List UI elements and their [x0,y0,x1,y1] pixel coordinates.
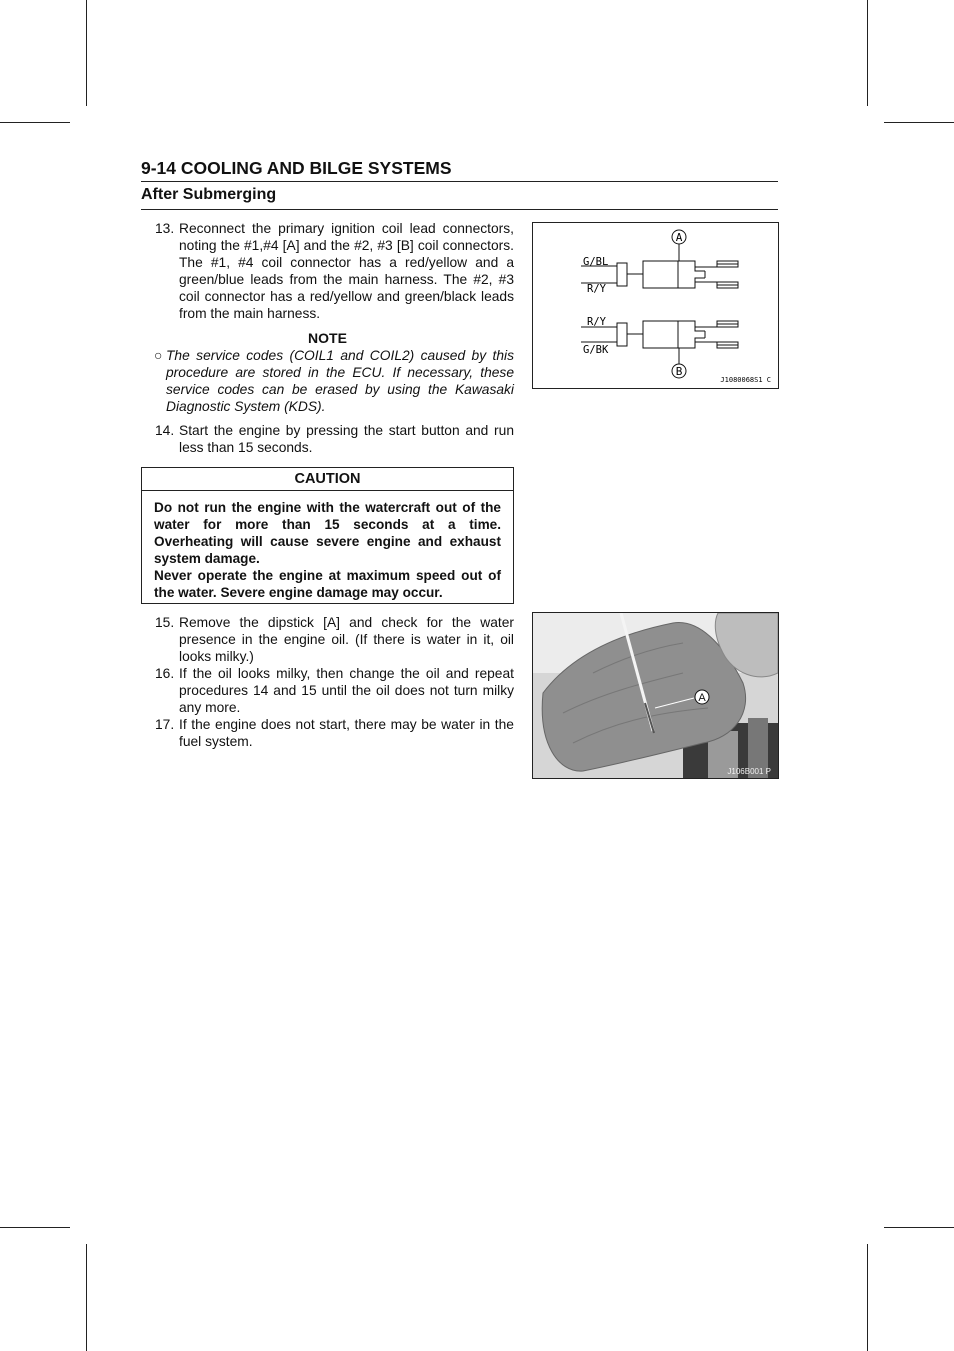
caution-line-1: Do not run the engine with the watercraft out of the water for more than 15 seconds at a time. Overheating will cause severe engine and exhaust system damage. [154,500,501,566]
callout-b-label: B [675,365,683,378]
step-number: 15. [155,615,175,630]
step-13 [141,220,514,322]
crop-mark [867,0,868,106]
step-number: 17. [155,717,175,732]
crop-mark [867,1244,868,1351]
section-title: After Submerging [141,185,778,210]
note-bullet: ○ [154,348,163,363]
step-text: Start the engine by pressing the start button and run less than 15 seconds. [179,423,514,455]
coil-connector-diagram [532,222,779,389]
wire-label-g-bl: G/BL [583,256,609,268]
step-number: 14. [155,423,175,438]
caution-title: CAUTION [142,468,513,491]
step-number: 16. [155,666,175,681]
note-text: The service codes (COIL1 and COIL2) caused by this procedure are stored in the ECU. If necessary, these service codes can be erased by using the Kawasaki Diagnostic System (KDS). [166,348,514,414]
figure-code: J1080068S1 C [720,376,771,384]
note-body [141,347,514,415]
note-title: NOTE [308,330,347,346]
crop-mark [884,122,954,123]
step-text: Reconnect the primary ignition coil lead connectors, noting the #1,#4 [A] and the #2, #3 [B] coil connectors. The #1, #4 coil connector has a red/yellow and a green/blue leads from the main harness. The #2, #3 coil connector has a red/yellow and green/black leads from the main harness. [179,221,514,321]
step-number: 13. [155,221,175,236]
caution-body [142,491,513,601]
figure-code: J106B001 P [727,767,771,776]
step-text: If the oil looks milky, then change the oil and repeat procedures 14 and 15 until the oil does not turn milky any more. [179,666,514,715]
dipstick-photo [532,612,779,779]
crop-mark [86,0,87,106]
procedure-steps-continued [141,614,514,750]
step-17 [141,716,514,750]
callout-a-label: A [698,692,706,704]
wire-label-r-y-b: R/Y [587,316,606,328]
crop-mark [0,1227,70,1228]
step-text: Remove the dipstick [A] and check for the water presence in the engine oil. (If there is water in it, oil looks milky.) [179,615,514,664]
crop-mark [0,122,70,123]
step-16 [141,665,514,716]
crop-mark [884,1227,954,1228]
step-14 [141,422,514,456]
callout-a-label: A [675,231,683,244]
caution-box [141,467,514,604]
step-15 [141,614,514,665]
page-title: 9-14 COOLING AND BILGE SYSTEMS [141,157,778,182]
step-text: If the engine does not start, there may be water in the fuel system. [179,717,514,749]
wire-label-r-y-a: R/Y [587,283,606,295]
wire-label-g-bk: G/BK [583,344,609,356]
crop-mark [86,1244,87,1351]
caution-line-2: Never operate the engine at maximum speed out of the water. Severe engine damage may occur. [154,568,501,600]
procedure-steps [141,220,514,456]
